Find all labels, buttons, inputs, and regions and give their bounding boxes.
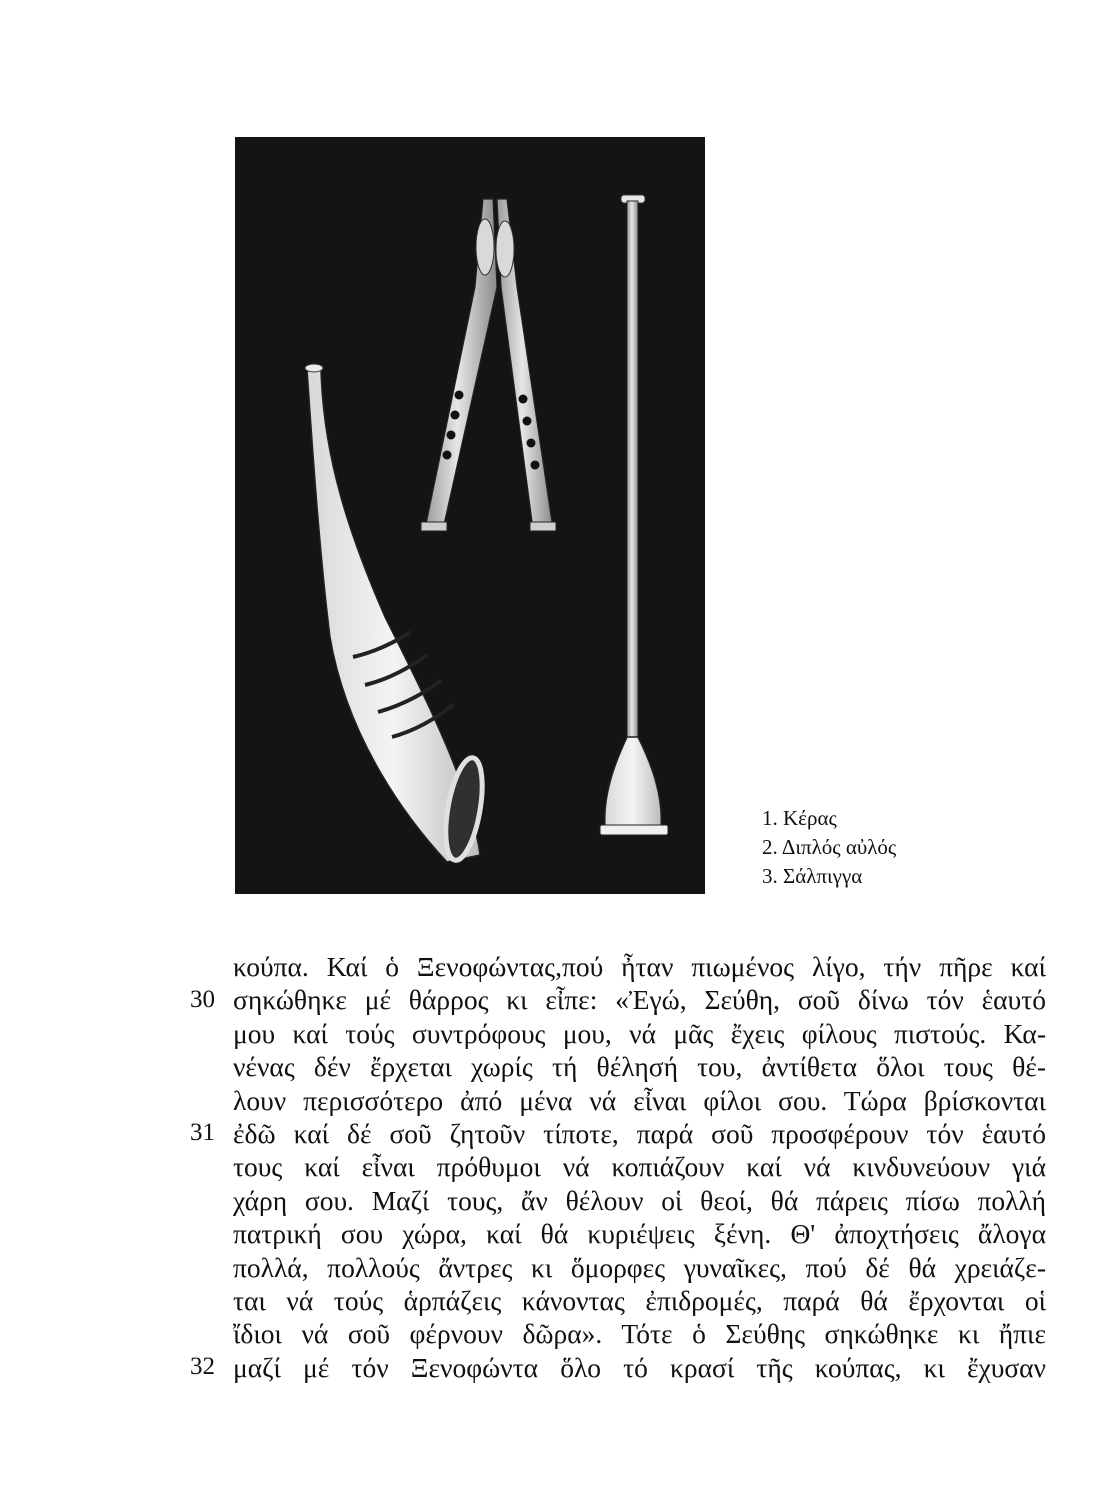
text-line: ται νά τούς ἁρπάζεις κάνοντας ἐπιδρομές, παρά θά ἔρχονται οἱ: [233, 1284, 1046, 1316]
text-line: κούπα. Καί ὁ Ξενοφώντας,πού ἦταν πιωμένος λίγο, τήν πῆρε καί: [233, 951, 1046, 982]
salpinx-instrument: [600, 195, 668, 835]
figure-captions: [762, 804, 896, 891]
text-line: λουν περισσότερο ἀπό μένα νά εἶναι φίλοι σου. Τώρα βρίσκονται: [233, 1084, 1046, 1116]
caption-double-aulos: 2. Διπλός αὐλός: [762, 835, 897, 859]
section-marker-32: 32: [190, 1353, 215, 1380]
text-line: τους καί εἶναι πρόθυμοι νά κοπιάζουν καί νά κινδυνεύουν γιά: [233, 1151, 1046, 1183]
text-line: σηκώθηκε μέ θάρρος κι εἶπε: «Ἐγώ, Σεύθη, σοῦ δίνω τόν ἑαυτό: [233, 984, 1046, 1016]
text-line: ἴδιοι νά σοῦ φέρνουν δῶρα». Τότε ὁ Σεύθης σηκώθηκε κι ἤπιε: [233, 1318, 1046, 1350]
caption-horn: 1. Κέρας: [762, 806, 837, 830]
text-line: χάρη σου. Μαζί τους, ἄν θέλουν οἱ θεοί, θά πάρεις πίσω πολλή: [233, 1184, 1046, 1216]
text-line: μου καί τούς συντρόφους μου, νά μᾶς ἔχεις φίλους πιστούς. Κα-: [233, 1017, 1046, 1049]
section-marker-31: 31: [190, 1119, 215, 1146]
text-line: μαζί μέ τόν Ξενοφώντα ὅλο τό κρασί τῆς κούπας, κι ἔχυσαν: [233, 1351, 1046, 1383]
text-line: νένας δέν ἔρχεται χωρίς τή θέλησή του, ἀντίθετα ὅλοι τους θέ-: [233, 1051, 1046, 1083]
text-line: πατρική σου χώρα, καί θά κυριέψεις ξένη. Θ' ἀποχτήσεις ἄλογα: [233, 1218, 1046, 1250]
caption-salpinx: 3. Σάλπιγγα: [762, 864, 863, 888]
text-line: πολλά, πολλούς ἄντρες κι ὅμορφες γυναῖκες, πού δέ θά χρειάζε-: [233, 1251, 1046, 1283]
double-aulos-instrument: [421, 199, 556, 531]
instruments-figure: [235, 137, 705, 894]
section-marker-30: 30: [190, 986, 215, 1013]
text-line: ἐδῶ καί δέ σοῦ ζητοῦν τίποτε, παρά σοῦ προσφέρουν τόν ἑαυτό: [233, 1117, 1046, 1149]
body-text: [233, 950, 1046, 1384]
